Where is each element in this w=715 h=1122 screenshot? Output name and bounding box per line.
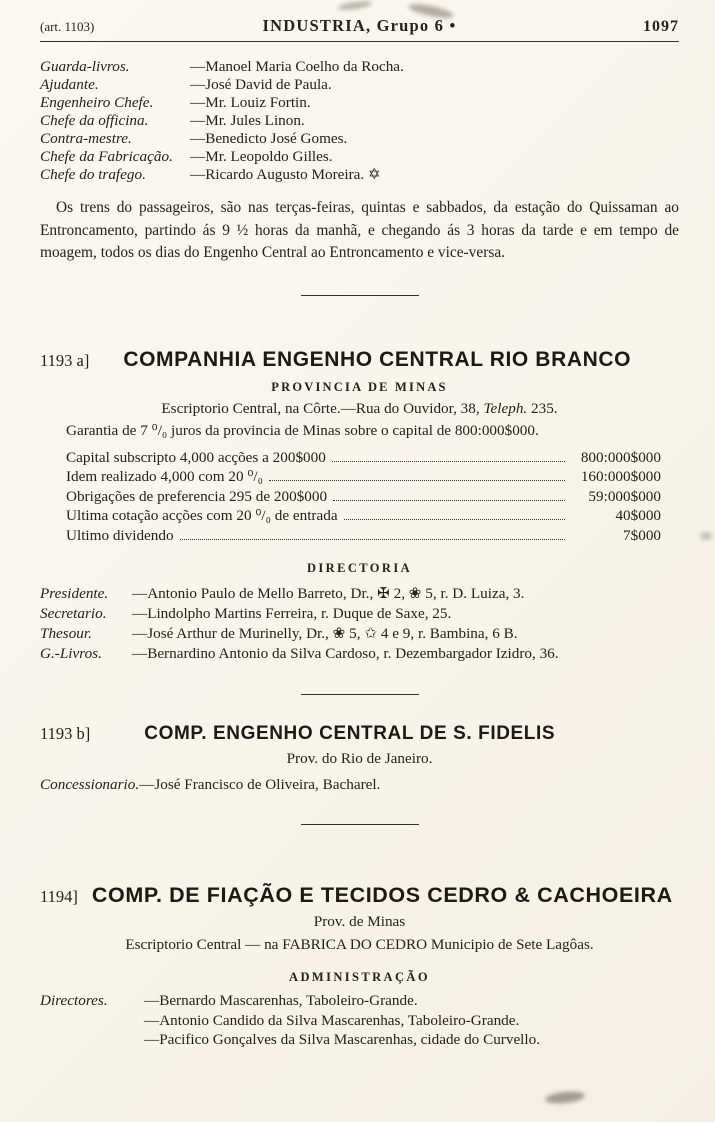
entry-number: 1193 b]: [40, 724, 91, 743]
staff-name: —Benedicto José Gomes.: [190, 130, 348, 147]
trains-schedule-paragraph: Os trens do passageiros, são nas terças-feiras, quintas e sabbados, da estação do Quissaman ao Entroncamento, partindo ás 9 ½ horas da manhã, e chegando ás 3 horas da tarde e em tempo de moagem, todos os dias do Engenho Central ao Entroncamento e vice-versa.: [40, 199, 679, 261]
concessionaire-role: Concessionario.: [40, 776, 140, 793]
financial-row: [66, 506, 661, 526]
staff-name: —Mr. Jules Linon.: [190, 112, 305, 129]
staff-row: [40, 148, 679, 166]
staff-row: [40, 130, 679, 148]
office-address-pre: Escriptorio Central, na Côrte.—Rua do Ouvidor, 38,: [161, 399, 484, 417]
directors-list: [40, 991, 679, 1050]
office-address-line: [40, 400, 679, 418]
office-address-line: Escriptorio Central — na FABRICA DO CEDRO Municipio de Sete Lagôas.: [125, 936, 594, 953]
director-row: [40, 1030, 679, 1050]
financial-row: [66, 448, 661, 468]
staff-row: [40, 94, 679, 112]
staff-row: [40, 166, 679, 184]
directoria-list: [40, 584, 679, 664]
staff-row: [40, 112, 679, 130]
director-name: —Antonio Paulo de Mello Barreto, Dr., ✠ 2, ❀ 5, r. D. Luiza, 3.: [132, 585, 525, 602]
scan-artifact: [700, 532, 712, 540]
directoria-heading: DIRECTORIA: [306, 561, 413, 575]
page-number: 1097: [643, 18, 679, 35]
dot-leader: [269, 480, 565, 481]
dot-leader: [333, 500, 565, 501]
staff-role: Chefe da Fabricação.: [40, 148, 173, 165]
financial-row: [66, 467, 661, 487]
financial-label: Ultima cotação acções com 20 ⁰/₀ de entrada: [66, 507, 338, 524]
dot-leader: [332, 461, 565, 462]
staff-row: [40, 76, 679, 94]
company-title: COMPANHIA ENGENHO CENTRAL RIO BRANCO: [123, 347, 632, 371]
financial-table: [66, 448, 661, 546]
section-divider: [301, 824, 419, 825]
director-role: Presidente.: [40, 585, 109, 602]
company-b-heading: [40, 723, 679, 745]
staff-role: Chefe do trafego.: [40, 166, 146, 183]
staff-roster: [40, 58, 679, 184]
director-row: [40, 1011, 679, 1031]
director-row: [40, 604, 679, 624]
financial-value: 7$000: [623, 526, 661, 544]
company-c-heading: [40, 883, 679, 908]
section-divider: [301, 295, 419, 296]
province-line: PROVINCIA DE MINAS: [271, 379, 448, 394]
director-role: Secretario.: [40, 605, 107, 622]
hanging-indent: [40, 1011, 144, 1031]
entry-number: 1193 a]: [40, 350, 90, 370]
staff-name: —Mr. Leopoldo Gilles.: [190, 148, 333, 165]
telephone-label: Teleph.: [483, 399, 528, 417]
director-name: —Bernardino Antonio da Silva Cardoso, r. Dezembargador Izidro, 36.: [132, 645, 559, 662]
section-running-title: INDUSTRIA, Grupo 6 •: [262, 16, 457, 35]
financial-row: [66, 526, 661, 546]
financial-label: Obrigações de preferencia 295 de 200$000: [66, 487, 328, 505]
staff-role: Ajudante.: [40, 76, 99, 93]
article-reference: (art. 1103): [40, 19, 95, 34]
financial-value: 800:000$000: [580, 448, 661, 466]
financial-value: 59:000$000: [588, 487, 661, 505]
dot-leader: [180, 539, 565, 540]
province-line: Prov. do Rio de Janeiro.: [286, 750, 433, 767]
director-row: [40, 624, 679, 644]
entry-number: 1194]: [40, 887, 78, 906]
staff-row: [40, 58, 679, 76]
director-name: —Pacifico Gonçalves da Silva Mascarenhas, cidade do Curvello.: [144, 1031, 541, 1048]
director-name: —Antonio Candido da Silva Mascarenhas, Taboleiro-Grande.: [144, 1011, 520, 1029]
concessionaire-line: [40, 776, 679, 794]
staff-role: Guarda-livros.: [40, 58, 130, 75]
director-role: G.-Livros.: [40, 645, 102, 662]
director-name: —José Arthur de Murinelly, Dr., ❀ 5, ✩ 4 e 9, r. Bambina, 6 B.: [132, 625, 518, 642]
hanging-indent: [40, 1030, 144, 1050]
dot-leader: [344, 519, 565, 520]
financial-value: 40$000: [615, 507, 661, 524]
company-title: COMP. DE FIAÇÃO E TECIDOS CEDRO & CACHOEIRA: [91, 883, 673, 907]
director-name: —Lindolpho Martins Ferreira, r. Duque de Saxe, 25.: [132, 605, 452, 622]
page-header: [40, 16, 679, 42]
director-role: Thesour.: [40, 625, 92, 642]
staff-role: Contra-mestre.: [40, 130, 132, 147]
financial-label: Capital subscripto 4,000 acções a 200$000: [66, 448, 326, 466]
director-name: —Bernardo Mascarenhas, Taboleiro-Grande.: [144, 992, 418, 1009]
director-row: [40, 644, 679, 664]
company-title: COMP. ENGENHO CENTRAL DE S. FIDELIS: [144, 723, 556, 744]
director-row: [40, 584, 679, 604]
staff-role: Engenheiro Chefe.: [40, 94, 154, 111]
financial-label: Ultimo dividendo: [66, 526, 174, 544]
province-line: Prov. de Minas: [313, 913, 406, 930]
financial-label: Idem realizado 4,000 com 20 ⁰/₀: [66, 468, 263, 485]
concessionaire-name: —José Francisco de Oliveira, Bacharel.: [139, 776, 381, 793]
telephone-number: 235.: [527, 399, 558, 417]
administration-heading: ADMINISTRAÇÃO: [289, 970, 430, 984]
director-role: Directores.: [40, 992, 108, 1009]
financial-row: [66, 487, 661, 507]
staff-name: —José David de Paula.: [190, 76, 332, 93]
financial-value: 160:000$000: [580, 468, 661, 485]
staff-name: —Mr. Louiz Fortin.: [190, 94, 311, 111]
staff-role: Chefe da officina.: [40, 112, 149, 129]
staff-name: —Manoel Maria Coelho da Rocha.: [190, 58, 404, 75]
company-a-heading: [40, 348, 679, 372]
section-divider: [301, 694, 419, 695]
guarantee-line: Garantia de 7 ⁰/₀ juros da provincia de Minas sobre o capital de 800:000$000.: [66, 421, 539, 439]
director-row: [40, 991, 679, 1011]
staff-name: —Ricardo Augusto Moreira. ✡: [190, 166, 381, 183]
